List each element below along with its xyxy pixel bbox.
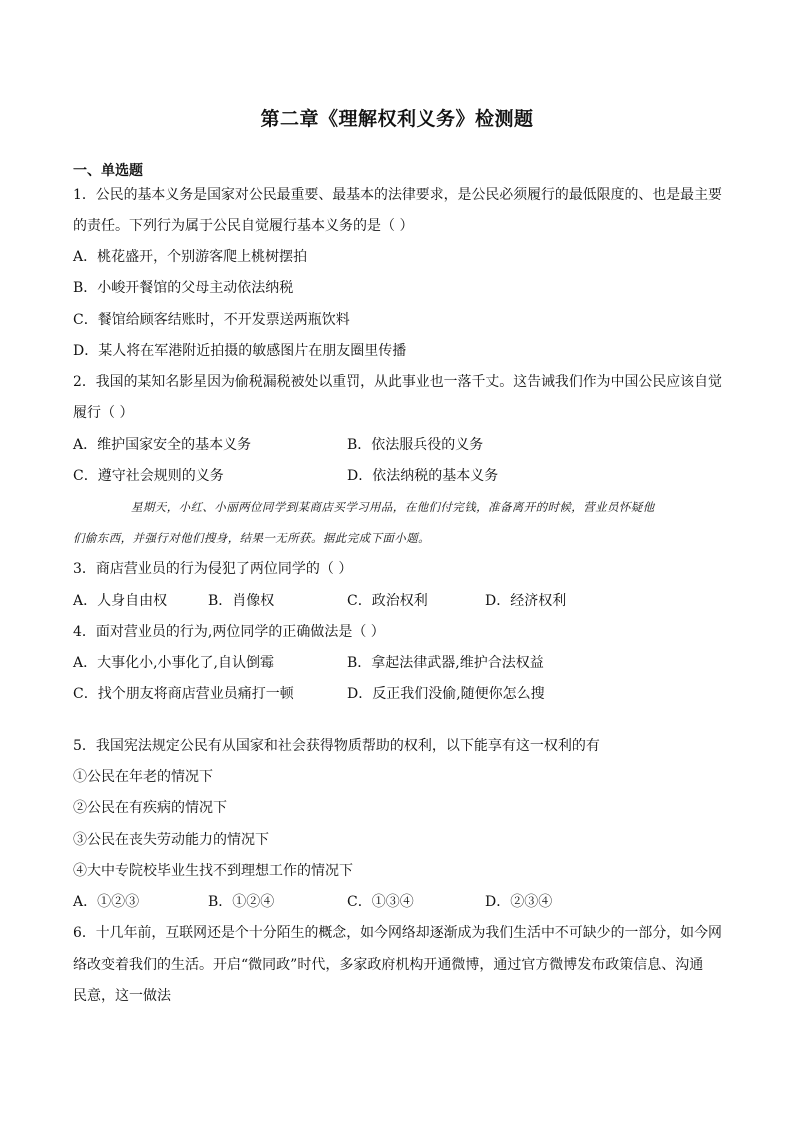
question-2-option-c[interactable]: C．遵守社会规则的义务 <box>73 468 224 484</box>
question-6-stem-line3: 民意，这一做法 <box>73 988 171 1004</box>
question-3-option-b[interactable]: B．肖像权 <box>208 593 275 609</box>
question-1-option-a[interactable]: A．桃花盛开，个别游客爬上桃树摆拍 <box>73 249 308 265</box>
question-2-option-d[interactable]: D．依法纳税的基本义务 <box>347 468 499 484</box>
question-3-option-d[interactable]: D．经济权利 <box>485 593 567 609</box>
question-1-stem-line2: 的责任。下列行为属于公民自觉履行基本义务的是（ ） <box>73 218 414 234</box>
page-title: 第二章《理解权利义务》检测题 <box>260 108 534 130</box>
question-1-option-b[interactable]: B．小峻开餐馆的父母主动依法纳税 <box>73 280 294 296</box>
question-3-stem: 3．商店营业员的行为侵犯了两位同学的（ ） <box>73 561 353 577</box>
question-2-option-b[interactable]: B．依法服兵役的义务 <box>347 437 484 453</box>
material-line2: 们偷东西，并强行对他们搜身，结果一无所获。据此完成下面小题。 <box>73 531 430 545</box>
question-5-item-1: ①公民在年老的情况下 <box>73 769 213 785</box>
question-1-option-d[interactable]: D．某人将在军港附近拍摄的敏感图片在朋友圈里传播 <box>73 343 407 359</box>
question-1-stem-line1: 1．公民的基本义务是国家对公民最重要、最基本的法律要求，是公民必须履行的最低限度的、也是最主要 <box>73 187 722 203</box>
question-3-option-c[interactable]: C．政治权利 <box>347 593 428 609</box>
question-4-option-c[interactable]: C．找个朋友将商店营业员痛打一顿 <box>73 686 294 702</box>
question-5-item-4: ④大中专院校毕业生找不到理想工作的情况下 <box>73 863 353 879</box>
question-5-option-a[interactable]: A．①②③ <box>73 894 140 910</box>
question-5-item-3: ③公民在丧失劳动能力的情况下 <box>73 832 269 848</box>
question-4-stem: 4．面对营业员的行为,两位同学的正确做法是（ ） <box>73 624 385 640</box>
question-2-stem-line1: 2．我国的某知名影星因为偷税漏税被处以重罚，从此事业也一落千丈。这告诫我们作为中国公民应该自觉 <box>73 374 722 390</box>
question-6-stem-line1: 6．十几年前，互联网还是个十分陌生的概念，如今网络却逐渐成为我们生活中不可缺少的一部分，如今网 <box>73 925 722 941</box>
section-heading: 一、单选题 <box>73 163 143 179</box>
material-line1: 星期天，小红、小丽两位同学到某商店买学习用品，在他们付完钱，准备离开的时候，营业员怀疑他 <box>131 500 655 514</box>
question-3-option-a[interactable]: A．人身自由权 <box>73 593 168 609</box>
question-2-stem-line2: 履行（ ） <box>73 405 134 421</box>
question-4-option-b[interactable]: B．拿起法律武器,维护合法权益 <box>347 655 544 671</box>
question-5-option-d[interactable]: D．②③④ <box>485 894 553 910</box>
question-6-stem-line2: 络改变着我们的生活。开启“微同政”时代，多家政府机构开通微博，通过官方微博发布政策信息、沟通 <box>73 957 704 973</box>
question-2-option-a[interactable]: A．维护国家安全的基本义务 <box>73 437 252 453</box>
question-5-option-c[interactable]: C．①③④ <box>347 894 414 910</box>
question-5-option-b[interactable]: B．①②④ <box>208 894 275 910</box>
question-4-option-a[interactable]: A．大事化小,小事化了,自认倒霉 <box>73 655 275 671</box>
question-4-option-d[interactable]: D．反正我们没偷,随便你怎么搜 <box>347 686 545 702</box>
question-1-option-c[interactable]: C．餐馆给顾客结账时，不开发票送两瓶饮料 <box>73 312 350 328</box>
question-5-item-2: ②公民在有疾病的情况下 <box>73 800 227 816</box>
question-5-stem: 5．我国宪法规定公民有从国家和社会获得物质帮助的权利，以下能享有这一权利的有 <box>73 738 600 754</box>
